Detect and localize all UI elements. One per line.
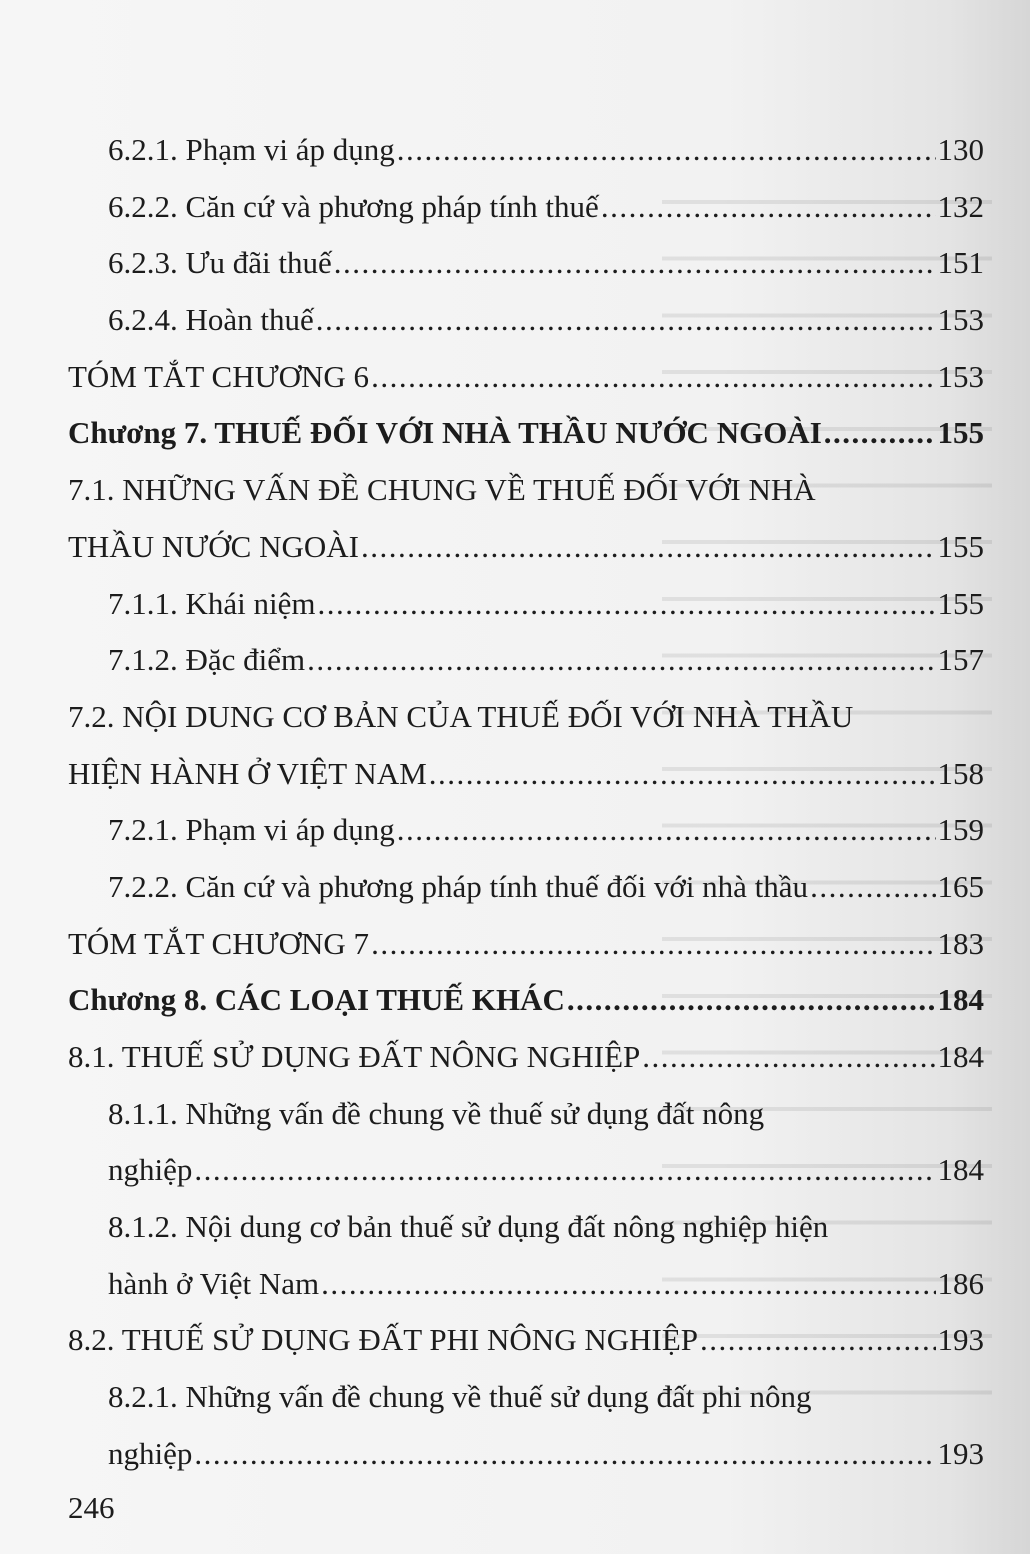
page-number: 246	[68, 1490, 115, 1525]
toc-title: 8.1. THUẾ SỬ DỤNG ĐẤT NÔNG NGHIỆP	[68, 1039, 641, 1074]
toc-title: 6.2.1. Phạm vi áp dụng	[108, 132, 395, 167]
dot-leader	[321, 1256, 935, 1313]
toc-title-line-2: nghiệp	[108, 1435, 193, 1471]
toc-entry	[68, 179, 984, 236]
dot-leader	[397, 122, 936, 179]
toc-entry	[68, 349, 984, 406]
toc-entry	[68, 1029, 984, 1086]
toc-entry	[68, 235, 984, 292]
toc-title: Chương 7. THUẾ ĐỐI VỚI NHÀ THẦU NƯỚC NGOÀI	[68, 415, 822, 451]
dot-leader	[824, 405, 936, 462]
table-of-contents	[68, 122, 984, 1483]
toc-entry	[68, 632, 984, 689]
toc-page: 153	[937, 358, 984, 394]
dot-leader	[371, 916, 935, 973]
toc-page: 155	[937, 415, 984, 451]
toc-title-line-1: 8.1.1. Những vấn đề chung về thuế sử dụng đất nông	[108, 1095, 765, 1131]
toc-title: 7.1.2. Đặc điểm	[108, 642, 306, 678]
dot-leader	[361, 519, 936, 576]
toc-title-line-2: nghiệp	[108, 1152, 193, 1188]
toc-entry-line-2	[68, 519, 984, 576]
dot-leader	[371, 349, 935, 406]
toc-title: TÓM TẮT CHƯƠNG 7	[68, 925, 370, 961]
toc-entry-line-2	[68, 1426, 984, 1483]
dot-leader	[334, 235, 936, 292]
toc-page: 153	[937, 302, 984, 338]
toc-title: 6.2.4. Hoàn thuế	[108, 302, 314, 338]
toc-entry-line-1	[68, 1199, 984, 1256]
toc-title-line-1: 7.2. NỘI DUNG CƠ BẢN CỦA THUẾ ĐỐI VỚI NHÀ THẦU	[68, 698, 854, 734]
toc-entry	[68, 122, 984, 179]
toc-page: 184	[937, 1039, 984, 1074]
toc-page: 184	[937, 982, 984, 1018]
toc-title: TÓM TẮT CHƯƠNG 6	[68, 358, 370, 394]
toc-title: 7.1.1. Khái niệm	[108, 585, 316, 621]
toc-page: 184	[937, 1152, 984, 1188]
dot-leader	[318, 576, 936, 633]
dot-leader	[601, 179, 936, 236]
toc-title-line-1: 8.1.2. Nội dung cơ bản thuế sử dụng đất nông nghiệp hiện	[108, 1209, 829, 1245]
toc-entry	[68, 802, 984, 859]
toc-page: 165	[937, 868, 984, 904]
toc-page: 155	[937, 528, 984, 564]
toc-page: 183	[937, 925, 984, 961]
toc-entry-line-1	[68, 1369, 984, 1426]
dot-leader	[397, 802, 936, 859]
dot-leader	[194, 1426, 935, 1483]
toc-entry	[68, 1312, 984, 1369]
toc-page: 130	[937, 132, 984, 167]
toc-page: 193	[937, 1322, 984, 1358]
dot-leader	[307, 632, 935, 689]
dot-leader	[642, 1029, 935, 1086]
toc-title: 8.2. THUẾ SỬ DỤNG ĐẤT PHI NÔNG NGHIỆP	[68, 1322, 698, 1358]
dot-leader	[567, 972, 936, 1029]
toc-entry-line-2	[68, 746, 984, 803]
toc-title: 7.2.2. Căn cứ và phương pháp tính thuế đối với nhà thầu	[108, 868, 809, 904]
toc-title-line-2: hành ở Việt Nam	[108, 1265, 320, 1301]
toc-entry	[68, 576, 984, 633]
toc-entry-line-1	[68, 1086, 984, 1143]
toc-entry-line-1	[68, 462, 984, 519]
dot-leader	[316, 292, 936, 349]
toc-entry-line-2	[68, 1142, 984, 1199]
toc-title-line-1: 7.1. NHỮNG VẤN ĐỀ CHUNG VỀ THUẾ ĐỐI VỚI NHÀ	[68, 472, 816, 508]
dot-leader	[429, 746, 936, 803]
toc-page: 158	[937, 755, 984, 791]
toc-entry	[68, 916, 984, 973]
toc-page: 155	[937, 585, 984, 621]
toc-page: 157	[937, 642, 984, 678]
dot-leader	[700, 1312, 936, 1369]
toc-page: 159	[937, 812, 984, 848]
toc-title-line-2: THẦU NƯỚC NGOÀI	[68, 528, 359, 564]
dot-leader	[810, 859, 935, 916]
toc-title: 6.2.3. Ưu đãi thuế	[108, 245, 332, 281]
toc-title: 6.2.2. Căn cứ và phương pháp tính thuế	[108, 188, 599, 224]
toc-page: 132	[937, 188, 984, 224]
toc-entry	[68, 859, 984, 916]
toc-entry-line-2	[68, 1256, 984, 1313]
toc-page: 193	[937, 1435, 984, 1471]
toc-chapter-entry	[68, 972, 984, 1029]
toc-title: 7.2.1. Phạm vi áp dụng	[108, 812, 395, 848]
toc-title-line-2: HIỆN HÀNH Ở VIỆT NAM	[68, 755, 427, 791]
toc-chapter-entry	[68, 405, 984, 462]
toc-title-line-1: 8.2.1. Những vấn đề chung về thuế sử dụng đất phi nông	[108, 1379, 812, 1415]
toc-page: 151	[937, 245, 984, 281]
toc-entry-line-1	[68, 689, 984, 746]
toc-entry	[68, 292, 984, 349]
toc-title: Chương 8. CÁC LOẠI THUẾ KHÁC	[68, 982, 565, 1018]
toc-page: 186	[937, 1265, 984, 1301]
dot-leader	[194, 1142, 935, 1199]
